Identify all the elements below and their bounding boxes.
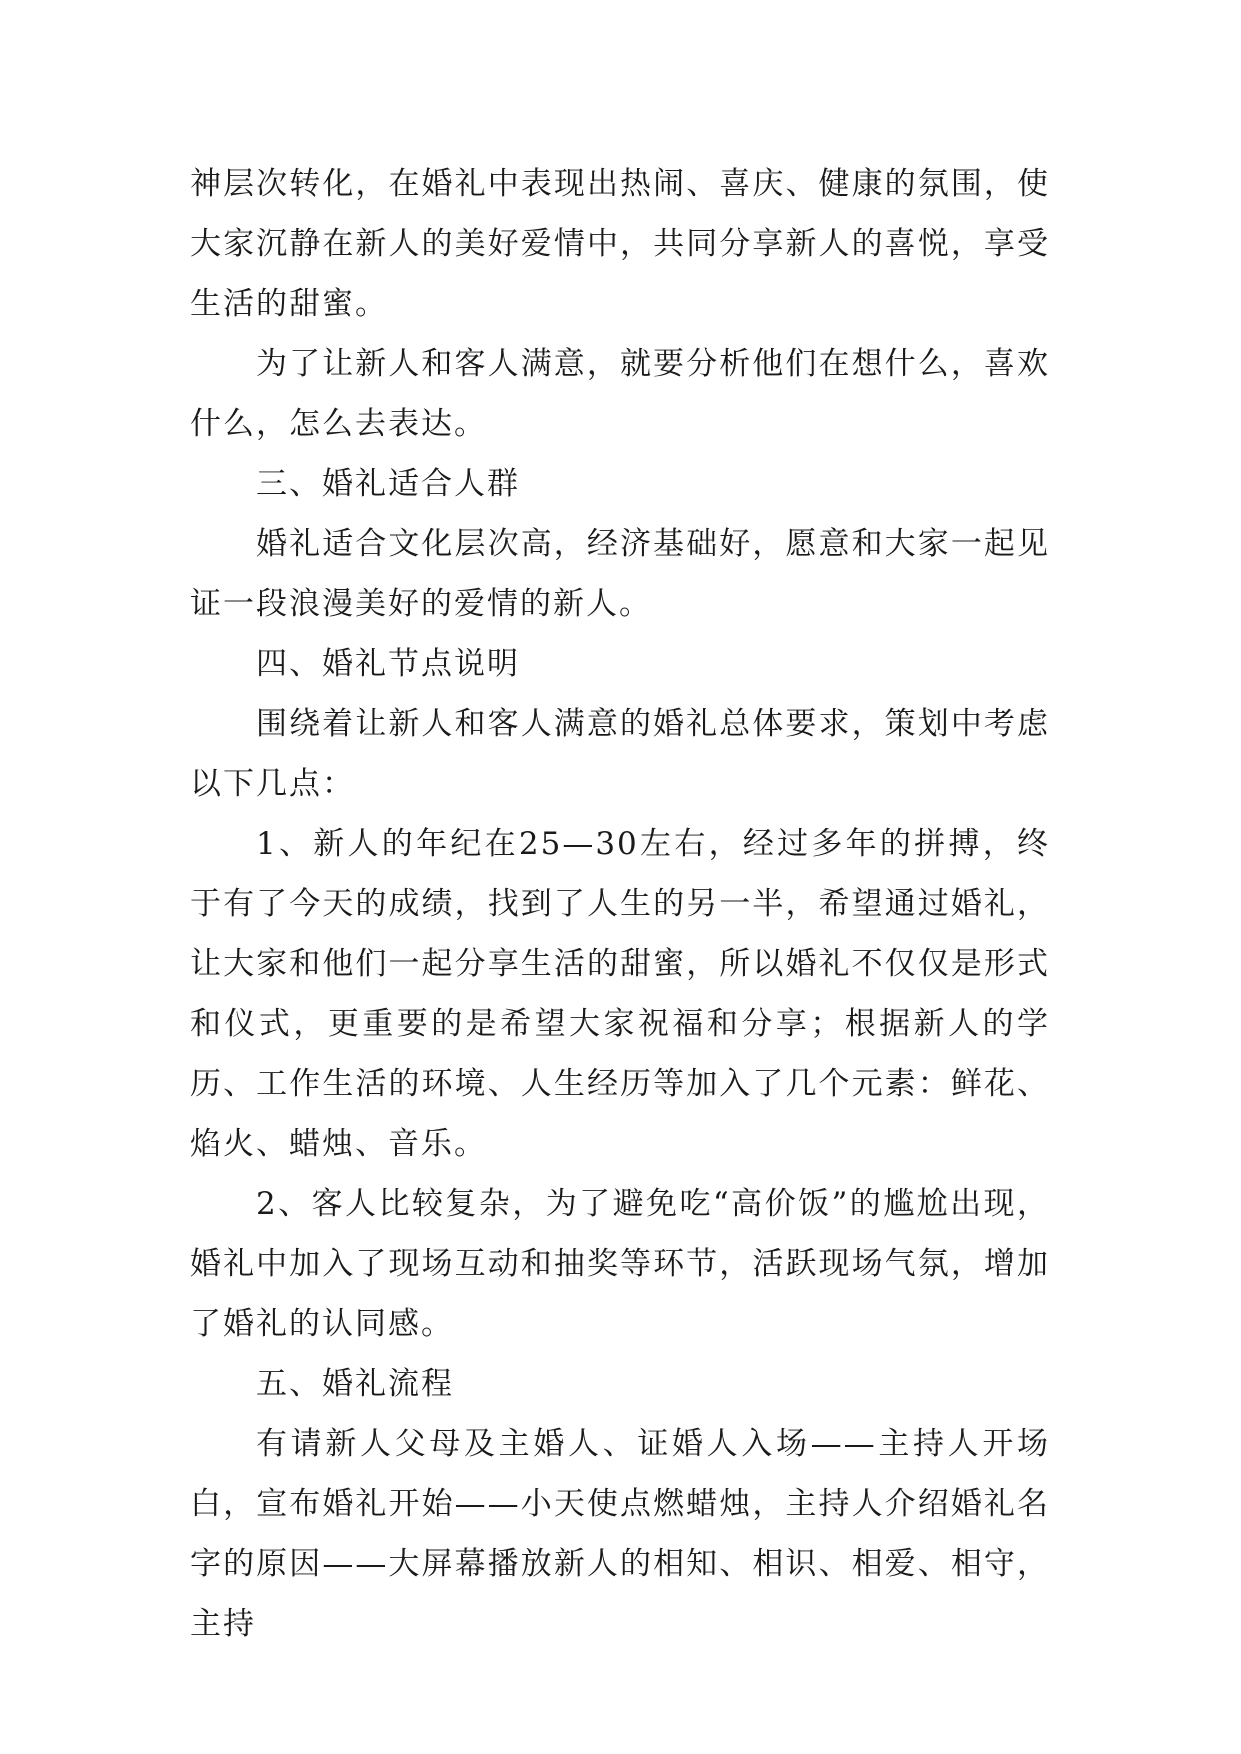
paragraph: 2、客人比较复杂，为了避免吃“高价饭”的尴尬出现，婚礼中加入了现场互动和抽奖等环节，活跃现场气氛，增加了婚礼的认同感。 bbox=[190, 1186, 1050, 1342]
paragraph: 围绕着让新人和客人满意的婚礼总体要求，策划中考虑以下几点： bbox=[190, 706, 1050, 802]
paragraph: 有请新人父母及主婚人、证婚人入场——主持人开场白，宣布婚礼开始——小天使点燃蜡烛，主持人介绍婚礼名字的原因——大屏幕播放新人的相知、相识、相爱、相守，主持 bbox=[190, 1426, 1050, 1642]
section-heading: 三、婚礼适合人群 bbox=[256, 466, 520, 502]
paragraph: 1、新人的年纪在25—30左右，经过多年的拼搏，终于有了今天的成绩，找到了人生的另一半，希望通过婚礼，让大家和他们一起分享生活的甜蜜，所以婚礼不仅仅是形式和仪式，更重要的是希望大家祝福和分享；根据新人的学历、工作生活的环境、人生经历等加入了几个元素：鲜花、焰火、蜡烛、音乐。 bbox=[190, 826, 1050, 1162]
document-body bbox=[190, 154, 1050, 1654]
paragraph: 婚礼适合文化层次高，经济基础好，愿意和大家一起见证一段浪漫美好的爱情的新人。 bbox=[190, 526, 1050, 622]
paragraph-continuation: 神层次转化，在婚礼中表现出热闹、喜庆、健康的氛围，使大家沉静在新人的美好爱情中，共同分享新人的喜悦，享受生活的甜蜜。 bbox=[190, 166, 1050, 322]
paragraph: 为了让新人和客人满意，就要分析他们在想什么，喜欢什么，怎么去表达。 bbox=[190, 346, 1050, 442]
section-heading: 四、婚礼节点说明 bbox=[256, 646, 520, 682]
section-heading: 五、婚礼流程 bbox=[256, 1366, 454, 1402]
